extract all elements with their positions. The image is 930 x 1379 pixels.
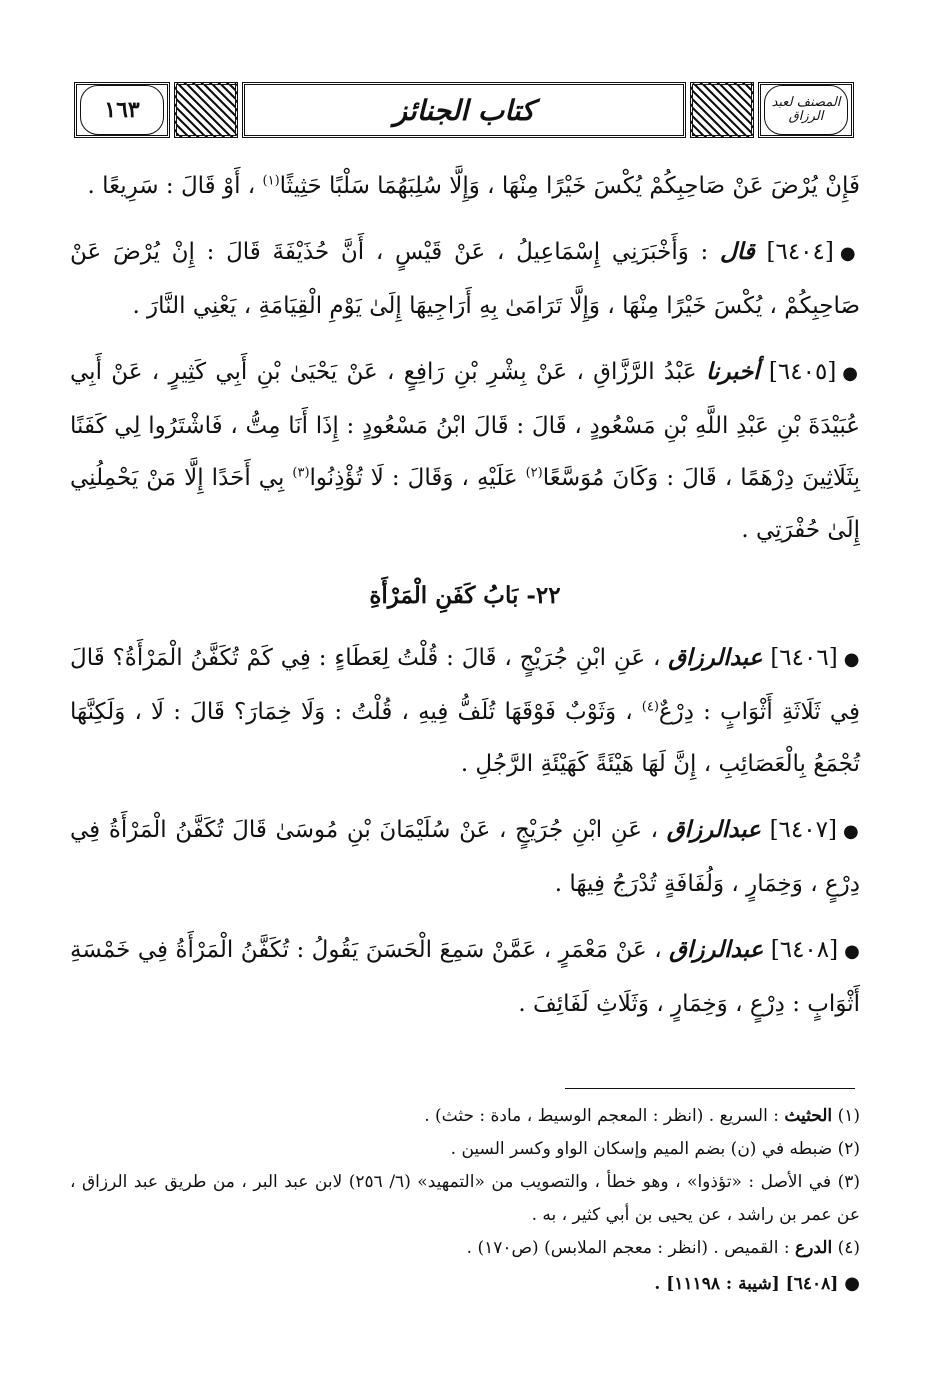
bullet-icon: ● [843, 649, 860, 670]
footnote-text: : القميص . (انظر : معجم الملابس) (ص١٧٠) . [466, 1238, 795, 1258]
hadith-lead: عبدالرزاق [668, 644, 763, 671]
ornament-right [174, 82, 238, 138]
hadith-lead: عبدالرزاق [669, 936, 764, 963]
book-title-box [758, 82, 854, 138]
chapter-heading: ٢٢- بَابُ كَفَنِ الْمَرْأَةِ [369, 582, 561, 609]
bullet-icon: ● [844, 941, 860, 962]
book-title: المصنف لعبد الرزاق [771, 95, 841, 124]
footnote-text: ضبطه في (ن) بضم الميم وإسكان الواو وكسر السين . [450, 1139, 838, 1159]
page-header [70, 82, 858, 138]
hadith-lead: عبدالرزاق [666, 816, 761, 843]
hadith-lead: أخبرنا [705, 358, 760, 385]
paragraph-text: فَإِنْ يُرْضَ عَنْ صَاحِبِكُمْ يُكْسَ خَيْرًا مِنْهَا ، وَإِلَّا سُلِبَهُمَا سَلْبًا حَثِيثًا [279, 173, 860, 199]
hadith-6405 [70, 346, 860, 556]
footnotes [70, 1100, 860, 1301]
footnote-number: (١) [837, 1106, 860, 1126]
footnote-4 [70, 1232, 860, 1265]
hadith-text: ، عَنِ ابْنِ جُرَيْجٍ ، قَالَ : قُلْتُ لِعَطَاءٍ : فِي كَمْ تُكَفَّنُ الْمَرْأَةُ؟ قَالَ فِي ثَلَاثَةِ أَثْوَابٍ : دِرْعٌ [70, 645, 860, 725]
footnote-divider [565, 1088, 855, 1089]
hadith-number: [٦٤٠٨] [770, 937, 839, 963]
cross-reference-text: [٦٤٠٨] [شيبة : ١١١٩٨] . [654, 1274, 839, 1294]
hadith-6404 [70, 226, 860, 332]
hadith-text: ، عَنْ مَعْمَرٍ ، عَمَّنْ سَمِعَ الْحَسَنَ يَقُولُ : تُكَفَّنُ الْمَرْأَةُ فِي خَمْسَةِ أَثْوَابٍ : دِرْعٍ ، وَخِمَارٍ ، وَثَلَاثِ لَفَائِفَ . [70, 937, 860, 1017]
footnote-term: الحثيث [784, 1106, 833, 1126]
hadith-6406 [70, 632, 860, 790]
hadith-6408 [70, 924, 860, 1030]
footnote-number: (٤) [837, 1238, 860, 1258]
footnote-term: الدرع [794, 1238, 833, 1258]
footnote-text: في الأصل : «تؤذوا» ، وهو خطأ ، والتصويب من «التمهيد» (٦/ ٢٥٦) لابن عبد البر ، من طريق عبد الرزاق ، عن عمر بن راشد ، عن يحيى بن أبي كثير ، به . [70, 1172, 860, 1225]
bullet-icon: ● [844, 1273, 860, 1294]
main-text [70, 160, 860, 1044]
hadith-text: عَلَيْهِ ، وَقَالَ : لَا تُؤْذِنُوا [309, 465, 526, 491]
page-number: ١٦٣ [104, 97, 140, 123]
footnote-marker: (٣) [292, 465, 310, 481]
footnote-number: (٢) [837, 1139, 860, 1159]
bullet-icon: ● [842, 363, 860, 384]
paragraph-text: ، أَوْ قَالَ : سَرِيعًا . [87, 173, 263, 199]
ornament-left [690, 82, 754, 138]
footnote-1 [70, 1100, 860, 1133]
hadith-number: [٦٤٠٦] [770, 645, 838, 671]
footnote-marker: (٢) [525, 465, 543, 481]
footnote-text: : السريع . (انظر : المعجم الوسيط ، مادة : حثث) . [424, 1106, 785, 1126]
page-number-frame [80, 85, 164, 135]
hadith-number: [٦٤٠٤] [766, 239, 834, 265]
book-title-frame [764, 85, 848, 135]
bullet-icon: ● [839, 243, 860, 264]
page-number-box [74, 82, 170, 138]
chapter-title-box [242, 82, 686, 138]
hadith-text: ، وَثَوْبٌ فَوْقَهَا تُلَفُّ فِيهِ ، قُلْتُ : وَلَا خِمَارَ؟ قَالَ : لَا ، وَلَكِنَّهَا تُجْمَعُ بِالْعَصَائِبِ ، إِنَّ لَهَا هَيْئَةً كَهَيْئَةِ الرَّجُلِ . [70, 699, 860, 777]
hadith-text: ، عَنِ ابْنِ جُرَيْجٍ ، عَنْ سُلَيْمَانَ بْنِ مُوسَىٰ قَالَ تُكَفَّنُ الْمَرْأَةُ فِي دِرْعٍ ، وَخِمَارٍ ، وَلُفَافَةٍ تُدْرَجُ فِيهَا . [70, 817, 860, 897]
hadith-text: عَبْدُ الرَّزَّاقِ ، عَنْ بِشْرِ بْنِ رَافِعٍ ، عَنْ يَحْيَىٰ بْنِ أَبِي كَثِيرٍ ، عَنْ أَبِي عُبَيْدَةَ بْنِ عَبْدِ اللَّهِ بْنِ مَسْعُودٍ ، قَالَ : قَالَ ابْنُ مَسْعُودٍ : إِذَا أَنَا مِتُّ ، فَاشْتَرُوا لِي كَفَنًا بِثَلَاثِينَ دِرْهَمًا ، قَالَ : وَكَانَ مُوَسَّعًا [70, 359, 860, 491]
footnote-number: (٣) [837, 1172, 860, 1192]
footnote-marker: (٤) [641, 699, 659, 715]
footnote-2 [70, 1133, 860, 1166]
hadith-text: : وَأَخْبَرَنِي إِسْمَاعِيلُ ، عَنْ قَيْسٍ ، أَنَّ حُذَيْفَةَ قَالَ : إِنْ يُرْضَ عَنْ صَاحِبِكُمْ ، يُكْسَ خَيْرًا مِنْهَا ، وَإِلَّا تَرَامَىٰ بِهِ أَرَاجِيهَا إِلَىٰ يَوْمِ الْقِيَامَةِ ، يَعْنِي النَّارَ . [70, 239, 860, 319]
paragraph-continuation [70, 160, 860, 212]
hadith-lead: قال [720, 238, 755, 265]
bullet-icon: ● [842, 821, 860, 842]
hadith-number: [٦٤٠٧] [769, 817, 837, 843]
cross-reference [70, 1267, 860, 1301]
footnote-3 [70, 1166, 860, 1232]
footnote-marker: (١) [262, 173, 280, 189]
hadith-number: [٦٤٠٥] [768, 359, 837, 385]
hadith-text: بِي أَحَدًا إِلَّا مَنْ يَحْمِلُنِي إِلَىٰ حُفْرَتِي . [70, 465, 860, 543]
hadith-6407 [70, 804, 860, 910]
chapter-title: كتاب الجنائز [393, 93, 535, 127]
